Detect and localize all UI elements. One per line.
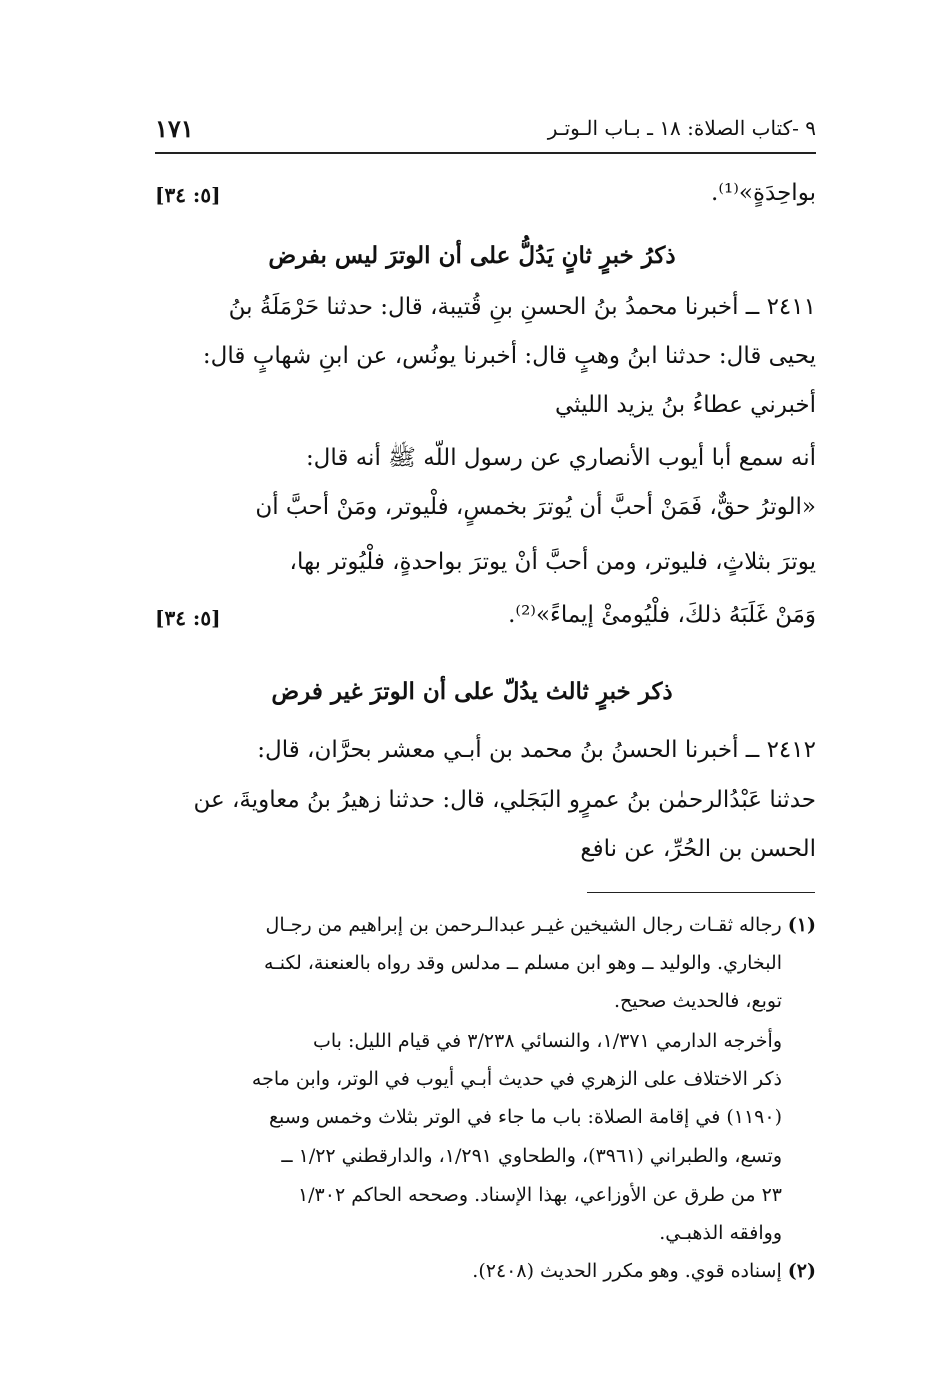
footnote-1-line: ٢٣ من طرق عن الأوزاعي، بهذا الإسناد. وصححه الحاكم ١/٣٠٢ (297, 1184, 782, 1206)
hadith-line: ٢٤١١ ــ أخبرنا محمدُ بنُ الحسنِ بنِ قُتيبة، قال: حدثنا حَرْمَلَةُ بنُ (228, 294, 816, 320)
footnote-1-line: وتسع، والطبراني (٣٩٦١)، والطحاوي ١/٢٩١، والدارقطني ١/٢٢ ــ (281, 1145, 782, 1167)
footnote-1-line: وأخرجه الدارمي ١/٣٧١، والنسائي ٣/٢٣٨ في قيام الليل: باب (312, 1030, 782, 1052)
footnote-1-line: ذكر الاختلاف على الزهري في حديث أبـي أيوب في الوتر، وابن ماجه (251, 1068, 782, 1090)
hadith-line: وَمَنْ غَلَبَهُ ذلكَ، فلْيُومئْ إيماءً»⁽²⁾. (508, 602, 816, 628)
reference-bracket: [٥: ٣٤] (155, 606, 221, 630)
footnote-2-line (472, 1260, 816, 1282)
footnote-1-line: (١١٩٠) في إقامة الصلاة: باب ما جاء في الوتر بثلاث وخمس وسبع (268, 1106, 782, 1128)
hadith-line: ٢٤١٢ ــ أخبرنا الحسنُ بنُ محمد بن أبـي معشر بحرَّان، قال: (257, 737, 816, 763)
running-title: ٩ -كتاب الصلاة: ١٨ ـ بـاب الـوتـر (547, 116, 816, 140)
section-heading: ذكر خبرٍ ثالث يدُلّ على أن الوترَ غير فرض (271, 678, 673, 705)
hadith-line: يوترَ بثلاثٍ، فليوتر، ومن أحبَّ أنْ يوترَ بواحدةٍ، فلْيُوتر بها، (289, 549, 816, 575)
footnote-number: (٢) (787, 1260, 816, 1282)
hadith-line: أخبرني عطاءُ بنُ يزيد الليثي (554, 392, 816, 418)
section-heading: ذكرُ خبرٍ ثانٍ يَدُلُّ على أن الوترَ ليس بفرض (268, 242, 676, 269)
page-header (155, 112, 816, 154)
footnote-1-line (266, 914, 816, 936)
footnote-1-line: توبع، فالحديث صحيح. (614, 990, 782, 1012)
footnote-text: إسناده قوي. وهو مكرر الحديث (٢٤٠٨). (472, 1260, 782, 1282)
hadith-line: يحيى قال: حدثنا ابنُ وهبٍ قال: أخبرنا يونُس، عن ابنِ شهابٍ قال: (202, 343, 816, 369)
footnote-number: (١) (787, 914, 816, 936)
hadith-line: الحسن بن الحُرِّ، عن نافع (580, 836, 816, 862)
footnote-divider (587, 892, 815, 893)
reference-bracket: [٥: ٣٤] (155, 183, 221, 207)
section1-tail: بواحِدَةٍ»⁽¹⁾. (711, 180, 816, 206)
footnote-1-line: البخاري. والوليد ــ وهو ابن مسلم ــ مدلس وقد رواه بالعنعنة، لكنـه (263, 952, 782, 974)
footnote-1-line: ووافقه الذهبـي. (659, 1222, 782, 1244)
hadith-line: أنه سمع أبا أيوب الأنصاري عن رسول اللّه ﷺ أنه قال: (305, 445, 816, 471)
footnote-text: رجاله ثقـات رجال الشيخين غيـر عبدالـرحمن بن إبراهيم من رجـال (265, 914, 782, 936)
hadith-line: «الوترُ حقٌّ، فَمَنْ أحبَّ أن يُوترَ بخمسٍ، فلْيوتر، ومَنْ أحبَّ أن (255, 494, 816, 520)
hadith-line: حدثنا عَبْدُالرحمٰن بنُ عمرٍو البَجَلي، قال: حدثنا زهيرُ بنُ معاويةَ، عن (193, 787, 816, 813)
page-number: ١٧١ (155, 114, 194, 143)
